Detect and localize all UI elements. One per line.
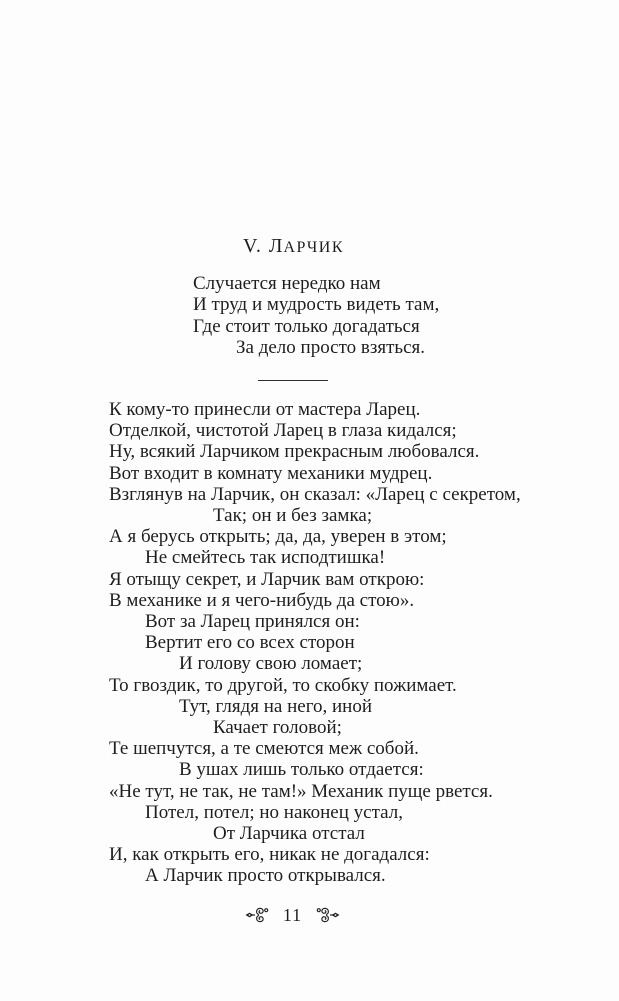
epigraph-line: Где стоит только догадаться <box>193 315 420 337</box>
poem-line: Вертит его со всех сторон <box>145 632 355 654</box>
fleuron-right-icon <box>316 906 340 924</box>
poem-line: И, как открыть его, никак не догадался: <box>109 844 430 866</box>
poem-line: Отделкой, чистотой Ларец в глаза кидался; <box>109 420 457 442</box>
fable-number: V. <box>243 235 262 257</box>
poem-line: Ну, всякий Ларчиком прекрасным любовался. <box>109 441 480 463</box>
poem-line: И голову свою ломает; <box>179 653 363 675</box>
poem-line: Так; он и без замка; <box>213 505 373 527</box>
poem-line: В механике и я чего-нибудь да стою». <box>109 589 415 611</box>
poem-body <box>109 399 521 887</box>
poem-line: Я отыщу секрет, и Ларчик вам открою: <box>109 568 425 590</box>
poem-line: То гвоздик, то другой, то скобку пожимает. <box>109 674 457 696</box>
page-footer <box>0 904 602 926</box>
poem-line: Потел, потел; но наконец устал, <box>145 801 403 823</box>
epigraph-line: Случается нередко нам <box>193 273 381 294</box>
poem-line: Вот за Ларец принялся он: <box>145 611 360 633</box>
poem-line: Те шепчутся, а те смеются меж собой. <box>109 738 419 760</box>
page-number: 11 <box>282 905 303 925</box>
poem-line: В ушах лишь только отдается: <box>179 759 424 781</box>
poem-line: Вот входит в комнату механики мудрец. <box>109 462 433 484</box>
epigraph <box>193 273 439 359</box>
section-divider <box>258 380 328 381</box>
poem-line: А Ларчик просто открывался. <box>145 865 386 887</box>
poem-line: Не смейтесь так исподтишка! <box>145 547 386 569</box>
poem-line: От Ларчика отстал <box>213 823 365 845</box>
poem-line: Тут, глядя на него, иной <box>179 695 373 717</box>
poem-line: «Не тут, не так, не там!» Механик пуще рвется. <box>109 780 493 802</box>
epigraph-line: За дело просто взяться. <box>236 337 426 359</box>
fable-title <box>243 234 344 260</box>
poem-line: Взглянув на Ларчик, он сказал: «Ларец с секретом, <box>109 483 521 505</box>
epigraph-line: И труд и мудрость видеть там, <box>193 294 440 316</box>
poem-line: А я берусь открыть; да, да, уверен в этом; <box>109 526 447 548</box>
poem-line: К кому-то принесли от мастера Ларец. <box>109 399 421 420</box>
fleuron-left-icon <box>245 906 269 924</box>
fable-name-rest: АРЧИК <box>283 239 345 256</box>
poem-line: Качает головой; <box>213 717 342 739</box>
fable-name-initial: Л <box>268 235 284 257</box>
